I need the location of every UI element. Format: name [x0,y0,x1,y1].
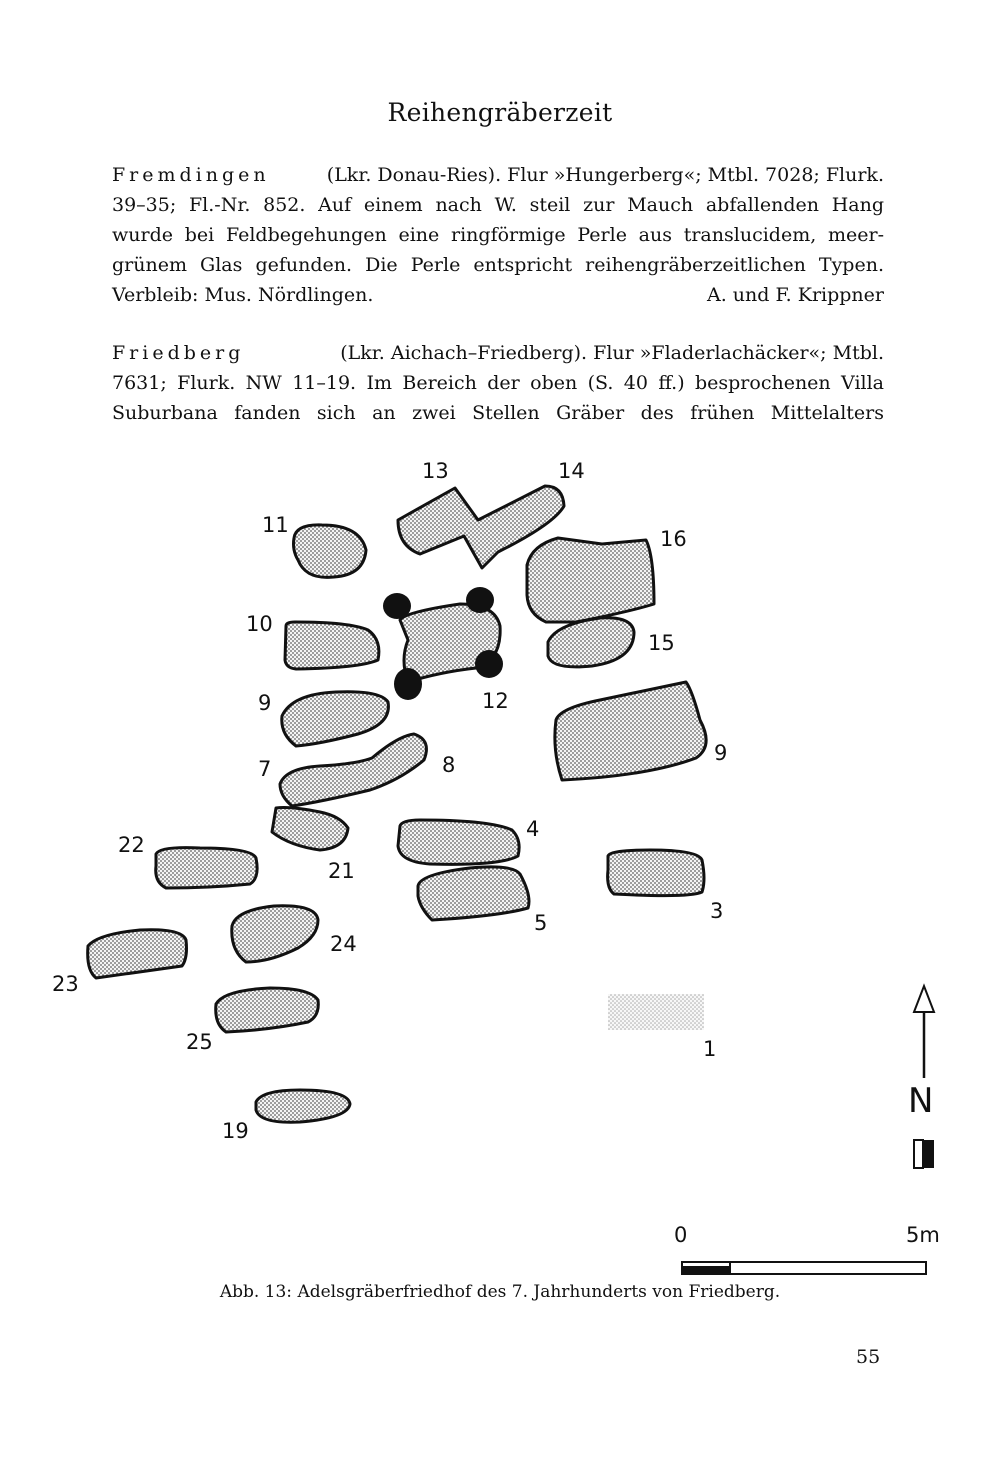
grave-5 [418,867,529,920]
grave-label: 7 [258,757,272,781]
entry-line: Suburbana fanden sich an zwei Stellen Gräber des frühen Mittelalters [112,402,884,424]
north-arrow [908,986,934,1168]
grave-9-left [282,692,389,746]
grave-25 [216,988,319,1032]
grave-19 [256,1090,350,1122]
grave-label: 14 [558,459,585,483]
grave-label: 12 [482,689,509,713]
grave-label: 4 [526,817,540,841]
grave-21 [272,808,348,851]
grave-label: 21 [328,859,355,883]
north-label: N [908,1081,934,1121]
grave-23 [88,930,187,978]
grave-label: 19 [222,1119,249,1143]
scale-end-label: 5m [906,1223,940,1247]
entry-text: (Lkr. Aichach–Friedberg). Flur »Fladerlachäcker«; Mtbl. [340,342,884,364]
entry-text: (Lkr. Donau-Ries). Flur »Hungerberg«; Mtbl. 7028; Flurk. [326,164,884,186]
author: A. und F. Krippner [706,284,884,306]
place-name: Fremdingen [112,164,270,186]
grave-16 [527,538,654,622]
grave-label: 16 [660,527,687,551]
grave-label: 11 [262,513,289,537]
grave-15 [548,618,634,667]
entry-fremdingen [112,160,884,310]
north-arrow-icon [914,986,934,1012]
page-number: 55 [856,1346,881,1368]
entry-text: Verbleib: Mus. Nördlingen. [112,284,374,306]
grave-label: 22 [118,833,145,857]
grave-label: 3 [710,899,724,923]
posthole [394,668,422,700]
cemetery-plan [0,450,1000,1280]
grave-9-right [555,682,706,780]
grave-label: 25 [186,1030,213,1054]
section-title: Reihengräberzeit [387,98,613,127]
grave-label: 10 [246,612,273,636]
scale-start-label: 0 [674,1223,688,1247]
grave-22 [156,848,257,888]
grave-label: 1 [703,1037,717,1061]
posthole [475,650,503,678]
grave-label: 9 [258,691,272,715]
posthole [466,587,494,613]
place-name: Friedberg [112,342,245,364]
entry-line: grünem Glas gefunden. Die Perle entspricht reihengräberzeitlichen Typen. [112,254,884,276]
grave-label: 5 [534,911,548,935]
grave-label: 8 [442,753,456,777]
entry-friedberg [112,338,884,428]
entry-line [112,280,884,310]
entry-line: 39–35; Fl.-Nr. 852. Auf einem nach W. steil zur Mauch abfallenden Hang [112,194,884,216]
grave-label: 15 [648,631,675,655]
figure-caption: Abb. 13: Adelsgräberfriedhof des 7. Jahrhunderts von Friedberg. [219,1282,781,1302]
entry-line [112,338,884,368]
grave-11 [294,525,367,577]
grave-10 [285,622,379,669]
grave-label: 13 [422,459,449,483]
grave-24 [232,906,318,962]
grave-1 [608,994,704,1030]
grave-label: 9 [714,741,728,765]
posthole [383,593,411,619]
grave-label: 24 [330,932,357,956]
grave-4 [398,820,519,864]
entry-line: 7631; Flurk. NW 11–19. Im Bereich der oben (S. 40 ff.) besprochenen Villa [112,372,884,394]
entry-line: wurde bei Feldbegehungen eine ringförmige Perle aus translucidem, meer- [112,224,884,246]
scale-bar [674,1223,940,1274]
entry-line [112,160,884,190]
grave-label: 23 [52,972,79,996]
grave-3 [608,850,704,896]
